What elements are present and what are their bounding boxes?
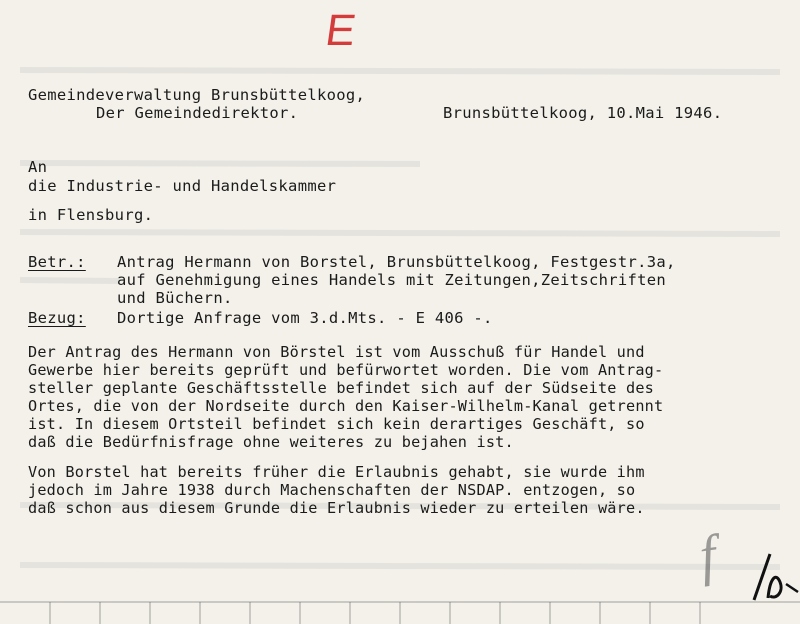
body-p1-line3: steller geplante Geschäftsstelle befindet sich auf der Südseite des <box>28 379 655 397</box>
subject-line3: und Büchern. <box>117 289 233 307</box>
recipient-line3: in Flensburg. <box>28 206 154 224</box>
subject-line1: Antrag Hermann von Borstel, Brunsbüttelkoog, Festgestr.3a, <box>117 253 676 271</box>
reference-text: Dortige Anfrage vom 3.d.Mts. - E 406 -. <box>117 309 493 327</box>
body-p1-line1: Der Antrag des Hermann von Börstel ist vom Ausschuß für Handel und <box>28 343 645 361</box>
body-p2-line3: daß schon aus diesem Grunde die Erlaubnis wieder zu erteilen wäre. <box>28 499 645 517</box>
place-date: Brunsbüttelkoog, 10.Mai 1946. <box>443 104 723 122</box>
letterhead-line1: Gemeindeverwaltung Brunsbüttelkoog, <box>28 86 366 104</box>
subject-label: Betr.: <box>28 253 86 271</box>
recipient-line2: die Industrie- und Handelskammer <box>28 177 337 195</box>
body-p1-line4: Ortes, die von der Nordseite durch den Kaiser-Wilhelm-Kanal getrennt <box>28 397 664 415</box>
body-p1-line6: daß die Bedürfnisfrage ohne weiteres zu bejahen ist. <box>28 433 514 451</box>
reference-label: Bezug: <box>28 309 86 327</box>
body-p1-line5: ist. In diesem Ortsteil befindet sich kein derartiges Geschäft, so <box>28 415 645 433</box>
subject-line2: auf Genehmigung eines Handels mit Zeitungen,Zeitschriften <box>117 271 667 289</box>
body-p1-line2: Gewerbe hier bereits geprüft und befürwortet worden. Die vom Antrag- <box>28 361 664 379</box>
pencil-annotation: f <box>695 524 720 588</box>
bottom-ruler-marks <box>0 594 800 624</box>
body-p2-line2: jedoch im Jahre 1938 durch Machenschaften der NSDAP. entzogen, so <box>28 481 636 499</box>
red-filing-mark: E <box>322 6 359 55</box>
letterhead-line2: Der Gemeindedirektor. <box>96 104 299 122</box>
recipient-line1: An <box>28 158 48 176</box>
body-p2-line1: Von Borstel hat bereits früher die Erlaubnis gehabt, sie wurde ihm <box>28 463 645 481</box>
